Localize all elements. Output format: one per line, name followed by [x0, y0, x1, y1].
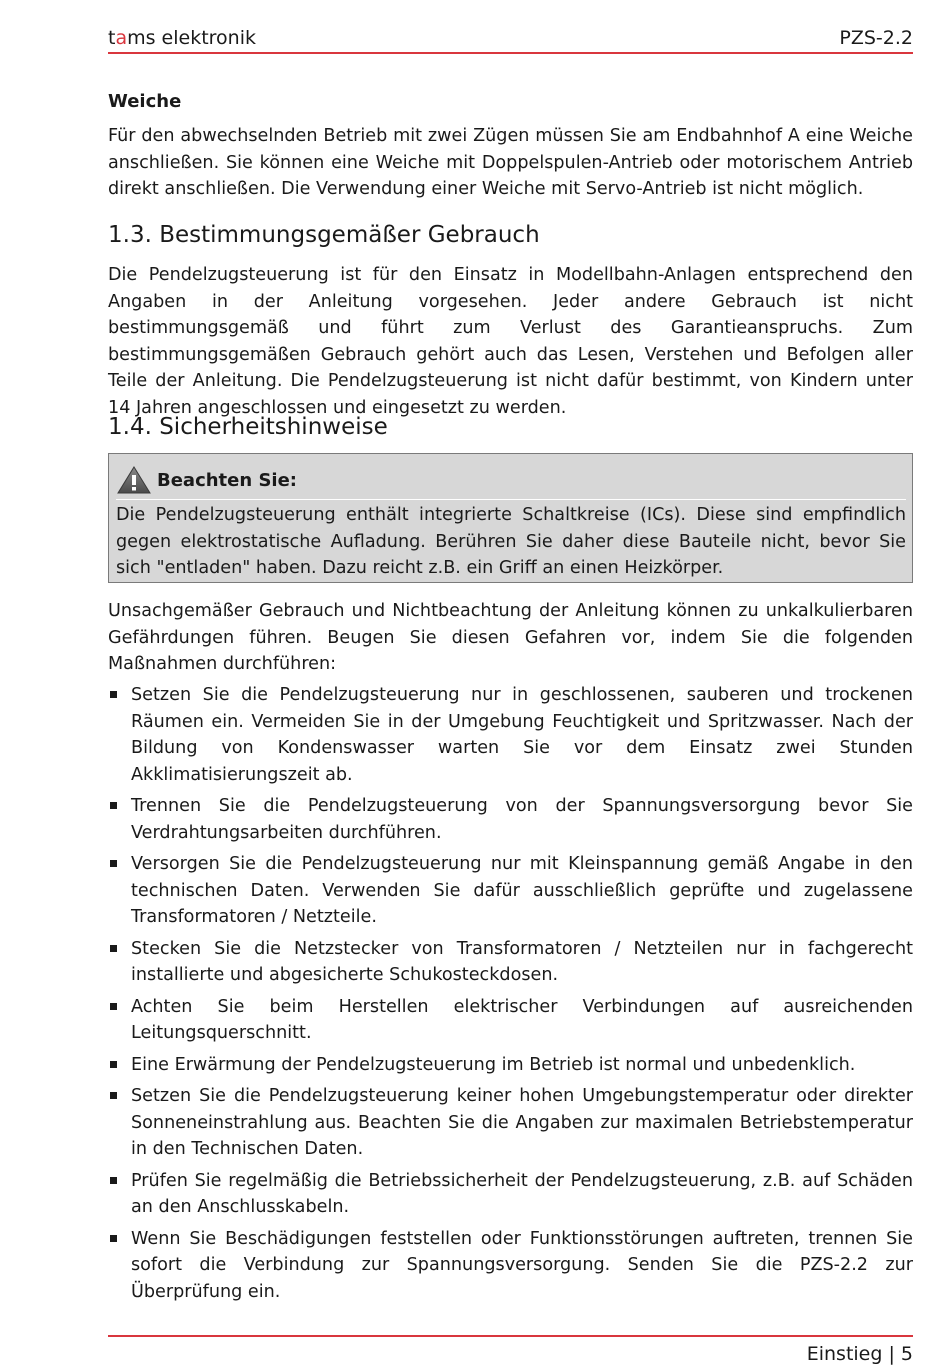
- section-1-4-title: 1.4. Sicherheitshinweise: [108, 414, 388, 440]
- page-footer: [108, 1335, 913, 1365]
- brand-logo: tams elektronik: [108, 27, 257, 49]
- page-header: [108, 24, 913, 54]
- safety-measures-list: [108, 682, 913, 1310]
- list-item: Eine Erwärmung der Pendelzugsteuerung im Betrieb ist normal und unbedenklich.: [108, 1052, 913, 1079]
- footer-page-label: Einstieg | 5: [806, 1343, 913, 1365]
- safety-notice-box: [108, 453, 913, 583]
- list-item: Trennen Sie die Pendelzugsteuerung von der Spannungsversorgung bevor Sie Verdrahtungsarbeiten durchführen.: [108, 793, 913, 846]
- section-1-3-paragraph: Die Pendelzugsteuerung ist für den Einsatz in Modellbahn-Anlagen entsprechend den Angaben in der Anleitung vorgesehen. Jeder andere Gebrauch ist nicht bestimmungsgemäß und führt zum Verlust des Garantieanspruchs. Zum bestimmungsgemäßen Gebrauch gehört auch das Lesen, Verstehen und Befolgen aller Teile der Anleitung. Die Pendelzugsteuerung ist nicht dafür bestimmt, von Kindern unter 14 Jahren angeschlossen und eingesetzt zu werden.: [108, 265, 913, 418]
- list-item: Wenn Sie Beschädigungen feststellen oder Funktionsstörungen auftreten, trennen Sie sofort die Verbindung zur Spannungsversorgung. Senden Sie die PZS-2.2 zur Überprüfung ein.: [108, 1226, 913, 1306]
- notice-heading: Beachten Sie:: [157, 469, 297, 491]
- list-item: Versorgen Sie die Pendelzugsteuerung nur mit Kleinspannung gemäß Angabe in den technischen Daten. Verwenden Sie dafür ausschließlich geprüfte und zugelassene Transformatoren / Netzteile.: [108, 851, 913, 931]
- list-item: Stecken Sie die Netzstecker von Transformatoren / Netzteilen nur in fachgerecht installierte und abgesicherte Schukosteckdosen.: [108, 936, 913, 989]
- weiche-heading: Weiche: [108, 91, 182, 112]
- notice-text: Die Pendelzugsteuerung enthält integrierte Schaltkreise (ICs). Diese sind empfindlich gegen elektrostatische Aufladung. Berühren Sie daher diese Bauteile nicht, bevor Sie sich "entladen" haben. Dazu reicht z.B. ein Griff an einen Heizkörper.: [116, 499, 906, 582]
- safety-intro-paragraph: Unsachgemäßer Gebrauch und Nichtbeachtung der Anleitung können zu unkalkulierbaren Gefährdungen führen. Beugen Sie diesen Gefahren vor, indem Sie die folgenden Maßnahmen durchführen:: [108, 601, 913, 674]
- notice-heading-row: [117, 466, 297, 494]
- list-item: Achten Sie beim Herstellen elektrischer Verbindungen auf ausreichenden Leitungsquerschnitt.: [108, 994, 913, 1047]
- weiche-paragraph: Für den abwechselnden Betrieb mit zwei Zügen müssen Sie am Endbahnhof A eine Weiche anschließen. Sie können eine Weiche mit Doppelspulen-Antrieb oder motorischem Antrieb direkt anschließen. Die Verwendung einer Weiche mit Servo-Antrieb ist nicht möglich.: [108, 126, 913, 199]
- warning-triangle-icon: [117, 466, 151, 494]
- document-code: PZS-2.2: [839, 27, 913, 49]
- list-item: Prüfen Sie regelmäßig die Betriebssicherheit der Pendelzugsteuerung, z.B. auf Schäden an den Anschlusskabeln.: [108, 1168, 913, 1221]
- section-1-3-title: 1.3. Bestimmungsgemäßer Gebrauch: [108, 222, 540, 248]
- list-item: Setzen Sie die Pendelzugsteuerung nur in geschlossenen, sauberen und trockenen Räumen ein. Vermeiden Sie in der Umgebung Feuchtigkeit und Spritzwasser. Nach der Bildung von Kondenswasser warten Sie vor dem Einsatz zwei Stunden Akklimatisierungszeit ab.: [108, 682, 913, 788]
- list-item: Setzen Sie die Pendelzugsteuerung keiner hohen Umgebungstemperatur oder direkter Sonneneinstrahlung aus. Beachten Sie die Angaben zur maximalen Betriebstemperatur in den Technischen Daten.: [108, 1083, 913, 1163]
